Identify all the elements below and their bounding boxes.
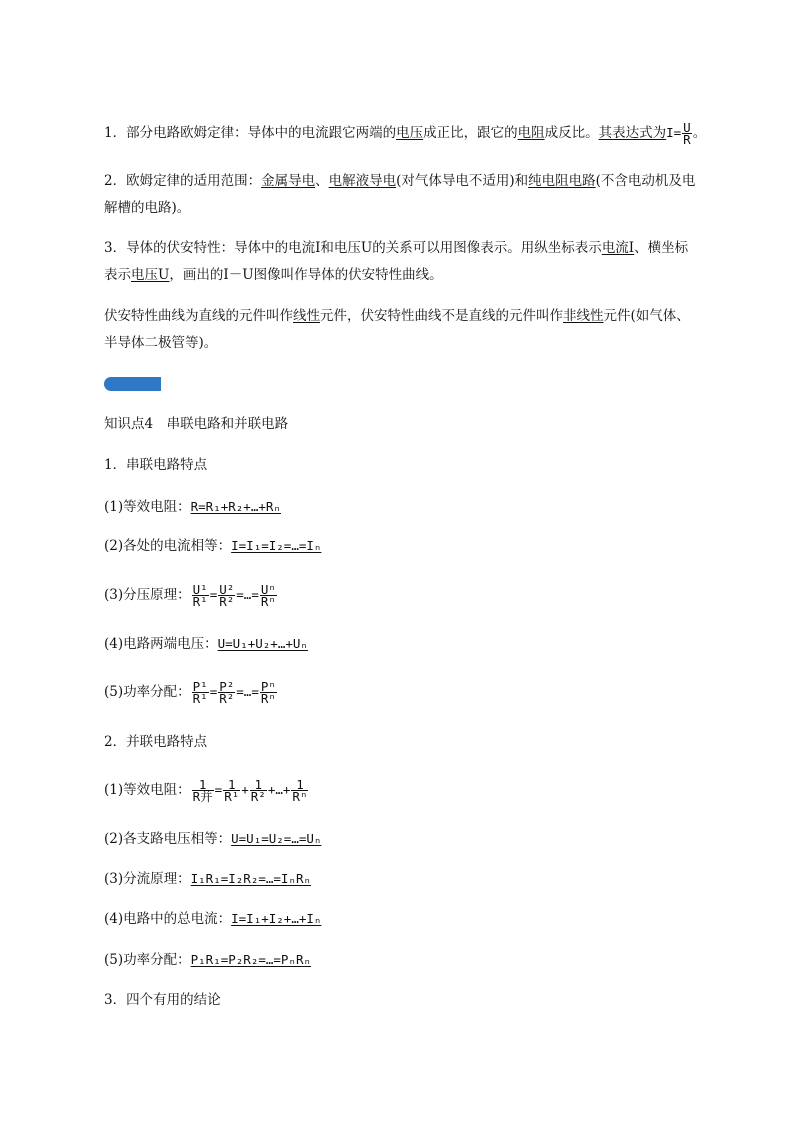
text: 。 — [692, 125, 707, 141]
fraction — [218, 681, 235, 704]
text: 元件(如气体、 — [603, 308, 690, 324]
formula: R=R₁+R₂+…+Rₙ — [190, 499, 281, 514]
parallel-heading — [104, 732, 207, 752]
denominator: R² — [250, 789, 266, 804]
series-heading — [104, 455, 207, 475]
numerator: P² — [219, 679, 235, 694]
parallel-equal-voltage — [104, 829, 321, 849]
label: (2)各处的电流相等： — [104, 538, 232, 554]
equals: = — [214, 782, 223, 797]
conclusion-heading — [104, 990, 221, 1010]
formula-text: =…= — [236, 587, 259, 602]
heading-text: 3．四个有用的结论 — [104, 992, 221, 1008]
text: 2．欧姆定律的适用范围： — [104, 173, 262, 189]
numerator: Uⁿ — [260, 582, 276, 597]
ohm-law-scope-paragraph — [104, 171, 695, 191]
section-title — [104, 414, 288, 434]
underlined-term: 电阻 — [517, 125, 545, 141]
text: 半导体二极管等)。 — [104, 335, 218, 351]
series-power-distribution — [104, 674, 278, 710]
label: (4)电路中的总电流： — [104, 911, 232, 927]
text: 成反比。 — [544, 125, 599, 141]
plus: + — [241, 782, 249, 797]
volt-ampere-line2 — [104, 265, 443, 285]
fraction — [260, 584, 277, 607]
text: ，画出的I－U图像叫作导体的伏安特性曲线。 — [169, 267, 443, 283]
section-title-text: 知识点4 串联电路和并联电路 — [104, 416, 289, 432]
series-total-voltage — [104, 634, 308, 654]
formula: I=I₁+I₂+…+Iₙ — [231, 911, 322, 926]
linear-element-paragraph — [104, 306, 690, 326]
parallel-equivalent-resistance — [104, 772, 309, 808]
numerator: P¹ — [192, 679, 208, 694]
denominator: R并 — [192, 789, 213, 804]
formula: I=I₁=I₂=…=Iₙ — [231, 538, 322, 553]
formula: P₁R₁=P₂R₂=…=PₙRₙ — [190, 952, 312, 967]
label: (1)等效电阻： — [104, 499, 191, 515]
text: 成正比，跟它的 — [423, 125, 518, 141]
formula: U=U₁=U₂=…=Uₙ — [231, 831, 322, 846]
text: 伏安特性曲线为直线的元件叫作 — [104, 308, 293, 324]
volt-ampere-paragraph — [104, 238, 688, 258]
denominator: R² — [219, 691, 235, 706]
ohm-law-paragraph — [104, 122, 706, 145]
text: 、 — [315, 173, 329, 189]
underlined-term: 电压 — [396, 125, 424, 141]
text: 元件，伏安特性曲线不是直线的元件叫作 — [320, 308, 563, 324]
text: 解槽的电路)。 — [104, 200, 191, 216]
formula-text: I= — [666, 125, 682, 140]
denominator: Rⁿ — [292, 789, 308, 804]
numerator: U¹ — [192, 582, 208, 597]
series-voltage-division — [104, 577, 278, 613]
fraction — [260, 681, 277, 704]
numerator: 1 — [291, 779, 308, 791]
label: (3)分流原理： — [104, 871, 191, 887]
text: 1．部分电路欧姆定律：导体中的电流跟它两端的 — [104, 125, 397, 141]
label: (5)功率分配： — [104, 684, 191, 700]
fraction — [218, 584, 235, 607]
underlined-term: 电流I — [601, 240, 635, 256]
text: 表示 — [104, 267, 131, 283]
fraction — [192, 584, 209, 607]
label: (2)各支路电压相等： — [104, 831, 232, 847]
label: (5)功率分配： — [104, 952, 191, 968]
numerator: 1 — [223, 779, 240, 791]
label: (1)等效电阻： — [104, 782, 191, 798]
numerator: U — [683, 120, 691, 135]
underlined-term: 其表达式为 — [598, 125, 667, 141]
denominator: R² — [219, 594, 235, 609]
denominator: Rⁿ — [260, 594, 276, 609]
fraction — [250, 779, 267, 802]
heading-text: 2．并联电路特点 — [104, 734, 208, 750]
equals: = — [209, 684, 218, 699]
parallel-total-current — [104, 909, 321, 929]
fraction — [192, 681, 209, 704]
fraction — [682, 122, 692, 145]
series-equivalent-resistance — [104, 497, 281, 517]
ohm-law-scope-line2 — [104, 198, 190, 218]
series-equal-current — [104, 536, 321, 556]
equals: = — [209, 587, 218, 602]
heading-text: 1．串联电路特点 — [104, 457, 208, 473]
numerator: 1 — [192, 779, 214, 791]
text: (对气体导电不适用)和 — [396, 173, 529, 189]
underlined-term: 纯电阻电路 — [528, 173, 596, 189]
denominator: R¹ — [192, 594, 208, 609]
linear-element-line2 — [104, 333, 217, 353]
underlined-term: 非线性 — [563, 308, 604, 324]
section-badge — [104, 377, 161, 391]
parallel-current-division — [104, 869, 311, 889]
underlined-term: 电解液导电 — [328, 173, 397, 189]
underlined-term: 电压U — [131, 267, 170, 283]
denominator: R — [683, 132, 691, 147]
text: 3．导体的伏安特性：导体中的电流I和电压U的关系可以用图像表示。用纵坐标表示 — [104, 240, 602, 256]
text: (不含电动机及电 — [595, 173, 696, 189]
formula-text: =…= — [236, 684, 259, 699]
numerator: U² — [219, 582, 235, 597]
denominator: Rⁿ — [260, 691, 276, 706]
underlined-term: 线性 — [293, 308, 320, 324]
text: 、横坐标 — [634, 240, 689, 256]
denominator: R¹ — [224, 789, 240, 804]
underlined-term: 金属导电 — [261, 173, 316, 189]
formula-text: +…+ — [267, 782, 291, 797]
fraction — [192, 779, 214, 802]
numerator: 1 — [250, 779, 267, 791]
numerator: Pⁿ — [260, 679, 276, 694]
formula: U=U₁+U₂+…+Uₙ — [217, 636, 308, 651]
fraction — [223, 779, 240, 802]
formula: I₁R₁=I₂R₂=…=IₙRₙ — [190, 871, 312, 886]
label: (4)电路两端电压： — [104, 636, 218, 652]
parallel-power-distribution — [104, 950, 311, 970]
denominator: R¹ — [192, 691, 208, 706]
fraction — [291, 779, 308, 802]
label: (3)分压原理： — [104, 587, 191, 603]
